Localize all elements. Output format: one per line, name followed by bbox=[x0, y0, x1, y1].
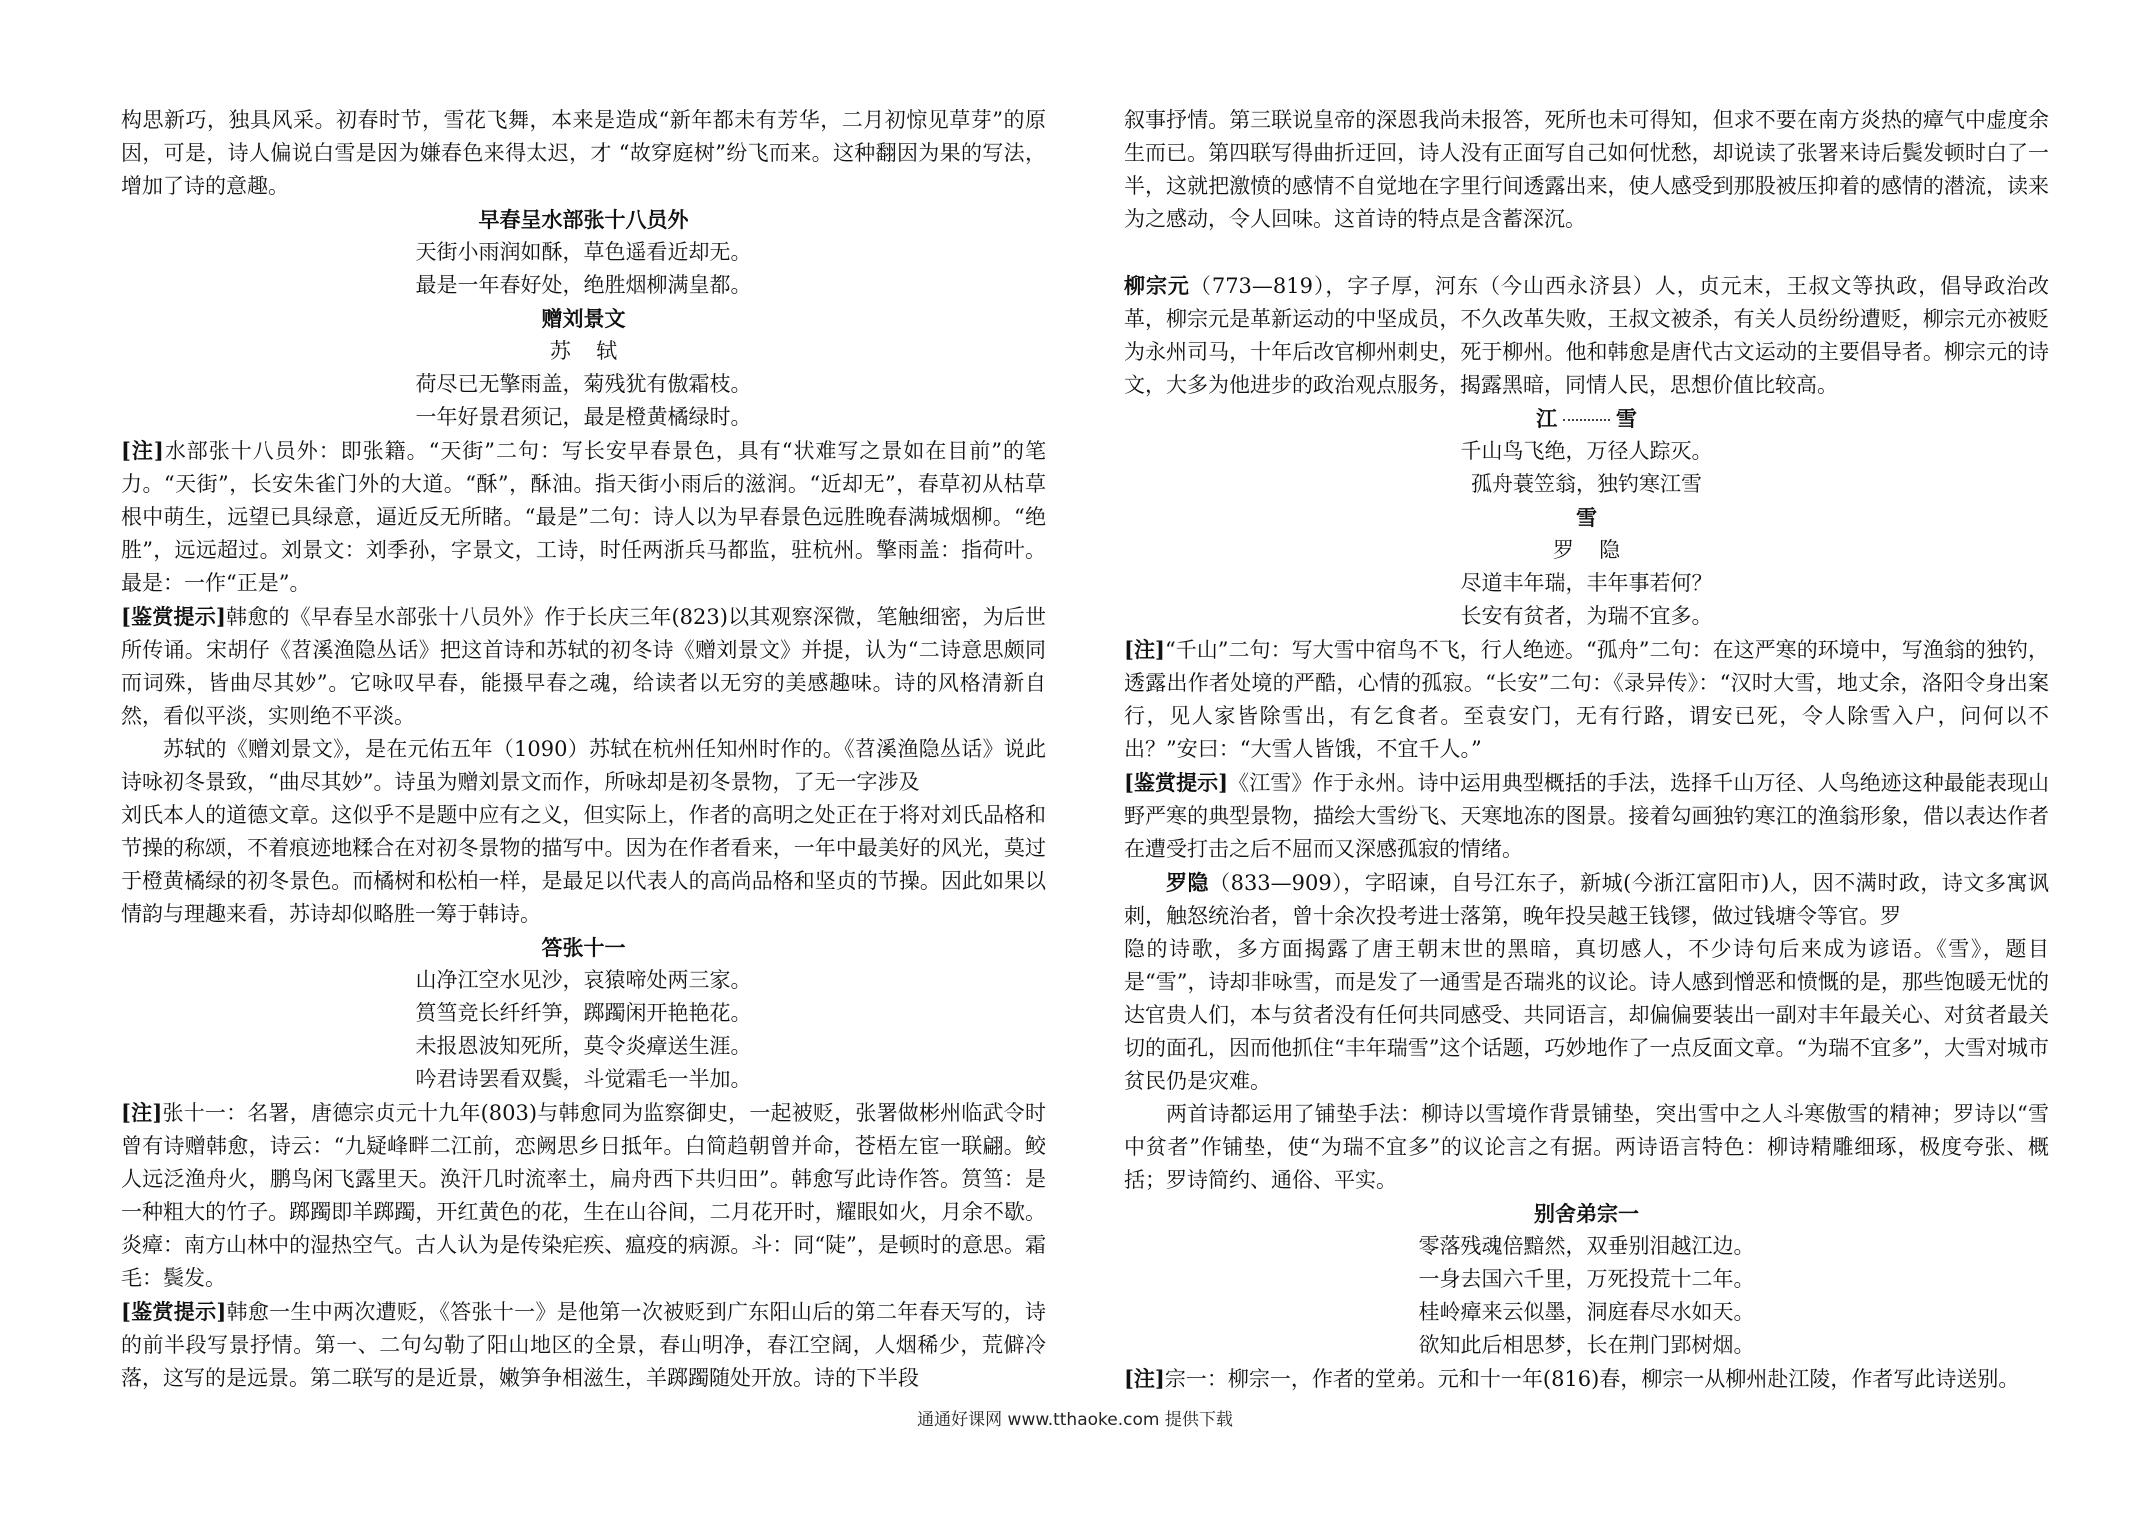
poem-line: 筼筜竞长纤纤笋，踯躅闲开艳艳花。 bbox=[415, 1001, 752, 1025]
note-text: “千山”二句：写大雪中宿鸟不飞，行人绝迹。“孤舟”二句：在这严寒的环境中，写渔翁的独钓，透露出作者处境的严酷，心情的孤寂。“长安”二句：《录异传》：“汉时大雪，地丈余，洛阳令身出案行，见人家皆除雪出，有乞食者。至袁安门，无有行路，谓安已死，令人除雪入户，问何以不出？”安曰：“大雪人皆饿，不宜千人。” bbox=[1124, 638, 2049, 761]
appreciation-tag: [鉴赏提示] bbox=[121, 1299, 227, 1324]
poem-line: 山净江空水见沙，哀猿啼处两三家。 bbox=[415, 968, 752, 992]
appreciation-paragraph bbox=[121, 600, 1046, 733]
dotted-separator bbox=[1563, 419, 1609, 421]
appreciation-paragraph bbox=[121, 1295, 1046, 1395]
appreciation-tag: [鉴赏提示] bbox=[1124, 770, 1229, 795]
note-paragraph bbox=[1124, 633, 2049, 766]
poem-line: 最是一年春好处，绝胜烟柳满皇都。 bbox=[415, 273, 752, 297]
poem-title-char: 江 bbox=[1536, 406, 1558, 431]
intro-paragraph: 构思新巧，独具风采。初春时节，雪花飞舞，本来是造成“新年都未有芳华，二月初惊见草芽”的原因，可是，诗人偏说白雪是因为嫌春色来得太迟，才 “故穿庭树”纷飞而来。这种翻因为果的写法，增加了诗的意趣。 bbox=[121, 108, 1046, 198]
poem-line: 零落残魂倍黯然，双垂别泪越江边。 bbox=[1418, 1234, 1755, 1258]
note-tag: [注] bbox=[121, 1100, 163, 1125]
poem-line: 荷尽已无擎雨盖，菊残犹有傲霜枝。 bbox=[415, 372, 752, 396]
poem-title-jiang-xue bbox=[1124, 402, 2049, 435]
spacer bbox=[1124, 236, 2049, 269]
page-footer: 通通好课网 www.tthaoke.com 提供下载 bbox=[917, 1410, 1233, 1430]
note-tag: [注] bbox=[121, 438, 164, 463]
poem-title-bie-she-di: 别舍弟宗一 bbox=[1534, 1201, 1639, 1226]
poem-line: 尽道丰年瑞，丰年事若何？ bbox=[1460, 571, 1713, 595]
appreciation-paragraph-2b: 刘氏本人的道德文章。这似乎不是题中应有之义，但实际上，作者的高明之处正在于将对刘氏品格和节操的称颂，不着痕迹地糅合在对初冬景物的描写中。因为在作者看来，一年中最美好的风光，莫过于橙黄橘绿的初冬景色。而橘树和松柏一样，是最足以代表人的高尚品格和坚贞的节操。因此如果以情韵与理趣来看，苏诗却似略胜一筹于韩诗。 bbox=[121, 803, 1046, 926]
poem-line: 孤舟蓑笠翁，独钓寒江雪 bbox=[1471, 472, 1702, 496]
bio-name: 柳宗元 bbox=[1124, 273, 1190, 298]
note-text: 水部张十八员外：即张籍。“天街”二句：写长安早春景色，具有“状难写之景如在目前”的笔力。“天街”，长安朱雀门外的大道。“酥”，酥油。指天街小雨后的滋润。“近却无”，春草初从枯草根中萌生，远望已具绿意，逼近反无所睹。“最是”二句：诗人以为早春景色远胜晚春满城烟柳。“绝胜”，远远超过。刘景文：刘季孙，字景文，工诗，时任两浙兵马都监，驻杭州。擎雨盖：指荷叶。最是：一作“正是”。 bbox=[121, 439, 1046, 595]
poem-line: 一年好景君须记，最是橙黄橘绿时。 bbox=[415, 405, 752, 429]
appreciation-text: 《江雪》作于永州。诗中运用典型概括的手法，选择千山万径、人鸟绝迹这种最能表现山野严寒的典型景物，描绘大雪纷飞、天寒地冻的图景。接着勾画独钓寒江的渔翁形象，借以表达作者在遭受打击之后不屈而又深感孤寂的情绪。 bbox=[1124, 771, 2050, 861]
poem-author: 罗隐 bbox=[1552, 538, 1646, 562]
poem-line: 长安有贫者，为瑞不宜多。 bbox=[1460, 604, 1713, 628]
poem-line: 桂岭瘴来云似墨，洞庭春尽水如天。 bbox=[1418, 1300, 1755, 1324]
bio-name: 罗隐 bbox=[1166, 870, 1210, 895]
poem-title-zaochun: 早春呈水部张十八员外 bbox=[478, 207, 689, 232]
bio-paragraph-luo-yin bbox=[1124, 866, 2049, 933]
note-tag: [注] bbox=[1124, 1366, 1165, 1391]
poem-title-xue: 雪 bbox=[1576, 505, 1597, 530]
poem-line: 千山鸟飞绝，万径人踪灭。 bbox=[1460, 439, 1713, 463]
note-text: 宗一：柳宗一，作者的堂弟。元和十一年(816)春，柳宗一从柳州赴江陵，作者写此诗送别。 bbox=[1164, 1367, 2020, 1391]
poem-line: 天街小雨润如酥，草色遥看近却无。 bbox=[415, 240, 752, 264]
appreciation-text: 韩愈一生中两次遭贬，《答张十一》是他第一次被贬到广东阳山后的第二年春天写的，诗的前半段写景抒情。第一、二句勾勒了阳山地区的全景，春山明净，春江空阔，人烟稀少，荒僻冷落，这写的是远景。第二联写的是近景，嫩笋争相滋生，羊踯躅随处开放。诗的下半段 bbox=[121, 1300, 1046, 1390]
poem-author: 苏轼 bbox=[549, 339, 643, 363]
left-column bbox=[121, 104, 1046, 1395]
bio-text: （833—909），字昭谏，自号江东子，新城(今浙江富阳市)人，因不满时政，诗文多寓讽刺，触怒统治者，曾十余次投考进士落第，晚年投吴越王钱镠，做过钱塘令等官。罗 bbox=[1124, 871, 2049, 928]
poem-line: 欲知此后相思梦，长在荆门郢树烟。 bbox=[1418, 1333, 1755, 1357]
poem-title-zeng-liu-jingwen: 赠刘景文 bbox=[541, 306, 626, 331]
note-paragraph bbox=[121, 434, 1046, 600]
appreciation-text: 韩愈的《早春呈水部张十八员外》作于长庆三年(823)以其观察深微，笔触细密，为后世所传诵。宋胡仔《苕溪渔隐丛话》把这首诗和苏轼的初冬诗《赠刘景文》并提，认为“二诗意思颇同而词殊，皆曲尽其妙”。它咏叹早春，能摄早春之魂，给读者以无穷的美感趣味。诗的风格清新自然，看似平淡，实则绝不平淡。 bbox=[121, 605, 1046, 728]
note-tag: [注] bbox=[1124, 637, 1165, 662]
bio-text: （773—819），字子厚，河东（今山西永济县）人，贞元末，王叔文等执政，倡导政治改革，柳宗元是革新运动的中坚成员，不久改革失败，王叔文被杀，有关人员纷纷遭贬，柳宗元亦被贬为永州司马，十年后改官柳州刺史，死于柳州。他和韩愈是唐代古文运动的主要倡导者。柳宗元的诗文，大多为他进步的政治观点服务，揭露黑暗，同情人民，思想价值比较高。 bbox=[1124, 274, 2049, 397]
poem-title-char: 雪 bbox=[1615, 406, 1637, 431]
appreciation-paragraph-2a: 苏轼的《赠刘景文》，是在元佑五年（1090）苏轼在杭州任知州时作的。《苕溪渔隐丛话》说此诗咏初冬景致，“曲尽其妙”。诗虽为赠刘景文而作，所咏却是初冬景物，了无一字涉及 bbox=[121, 737, 1046, 794]
comparison-paragraph: 两首诗都运用了铺垫手法：柳诗以雪境作背景铺垫，突出雪中之人斗寒傲雪的精神；罗诗以“雪中贫者”作铺垫，使“为瑞不宜多”的议论言之有据。两诗语言特色：柳诗精雕细琢，极度夸张、概括；罗诗简约、通俗、平实。 bbox=[1124, 1102, 2049, 1192]
poem-line: 未报恩波知死所，莫令炎瘴送生涯。 bbox=[415, 1034, 752, 1058]
poem-line: 一身去国六千里，万死投荒十二年。 bbox=[1418, 1267, 1755, 1291]
bio-paragraph-liu-zongyuan bbox=[1124, 269, 2049, 402]
note-text: 张十一：名署，唐德宗贞元十九年(803)与韩愈同为监察御史，一起被贬，张署做彬州临武令时曾有诗赠韩愈，诗云：“九疑峰畔二江前，恋阙思乡日抵年。白简趋朝曾并命，苍梧左宦一联翩。鲛人远泛渔舟火，鹏鸟闲飞露里天。涣汗几时流率土，扁舟西下共归田”。韩愈写此诗作答。筼筜：是一种粗大的竹子。踯躅即羊踯躅，开红黄色的花，生在山谷间，二月花开时，耀眼如火，月余不歇。炎瘴：南方山林中的湿热空气。古人认为是传染疟疾、瘟疫的病源。斗：同“陡”，是顿时的意思。霜毛：鬓发。 bbox=[121, 1101, 1047, 1290]
poem-line: 吟君诗罢看双鬓，斗觉霜毛一半加。 bbox=[415, 1067, 752, 1091]
poem-title-da-zhang-shiyi: 答张十一 bbox=[541, 935, 626, 960]
appreciation-tag: [鉴赏提示] bbox=[121, 604, 226, 629]
note-paragraph bbox=[1124, 1362, 2049, 1396]
appreciation-paragraph bbox=[1124, 766, 2049, 866]
bio-paragraph-luo-yin-cont: 隐的诗歌，多方面揭露了唐王朝末世的黑暗，真切感人，不少诗句后来成为谚语。《雪》，题目是“雪”，诗却非咏雪，而是发了一通雪是否瑞兆的议论。诗人感到憎恶和愤慨的是，那些饱暖无忧的达官贵人们，本与贫者没有任何共同感受、共同语言，却偏偏要装出一副对丰年最关心、对贫者最关切的面孔，因而他抓住“丰年瑞雪”这个话题，巧妙地作了一点反面文章。“为瑞不宜多”，大雪对城市贫民仍是灾难。 bbox=[1124, 937, 2049, 1093]
continued-paragraph: 叙事抒情。第三联说皇帝的深恩我尚未报答，死所也未可得知，但求不要在南方炎热的瘴气中虚度余生而已。第四联写得曲折迂回，诗人没有正面写自己如何忧愁，却说读了张署来诗后鬓发顿时白了一半，这就把激愤的感情不自觉地在字里行间透露出来，使人感受到那股被压抑着的感情的潜流，读来为之感动，令人回味。这首诗的特点是含蓄深沉。 bbox=[1124, 108, 2049, 231]
right-column bbox=[1124, 104, 2049, 1396]
note-paragraph bbox=[121, 1096, 1046, 1295]
